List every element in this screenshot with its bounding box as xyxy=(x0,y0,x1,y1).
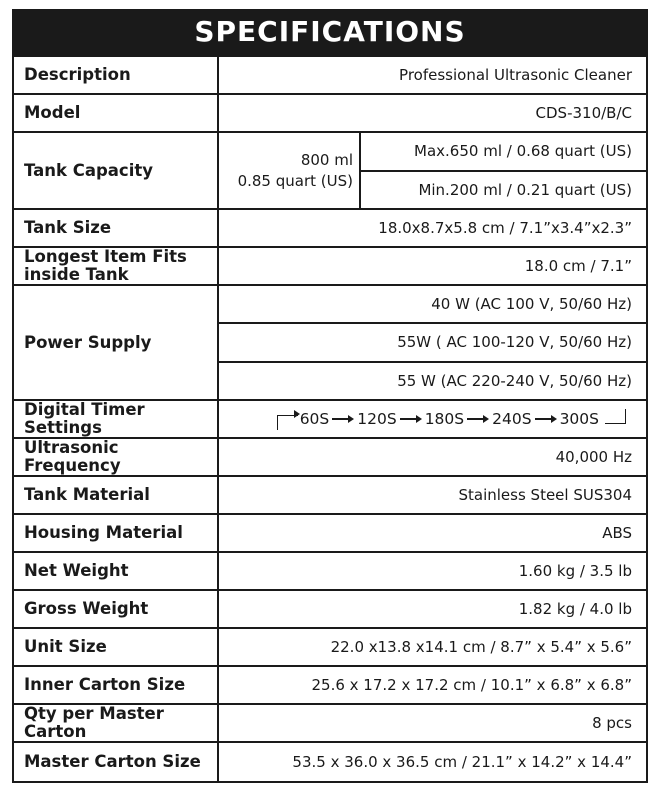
row-value: 18.0x8.7x5.8 cm / 7.1”x3.4”x2.3” xyxy=(378,219,632,237)
row-label: Housing Material xyxy=(14,515,219,551)
table-row xyxy=(14,629,646,667)
row-value: 53.5 x 36.0 x 36.5 cm / 21.1” x 14.2” x 14.4” xyxy=(292,753,632,771)
row-value: Stainless Steel SUS304 xyxy=(458,486,632,504)
row-label: Tank Material xyxy=(14,477,219,513)
timer-step: 120S xyxy=(357,410,397,428)
tank-capacity-max: Max.650 ml / 0.68 quart (US) xyxy=(361,133,646,172)
loop-end-line-icon xyxy=(605,409,626,424)
timer-sequence xyxy=(219,401,646,437)
tank-capacity-range xyxy=(361,133,646,208)
table-row xyxy=(14,401,646,439)
row-value: 1.82 kg / 4.0 lb xyxy=(518,600,632,618)
row-value: 40,000 Hz xyxy=(555,448,632,466)
power-supply-value: 55W ( AC 100-120 V, 50/60 Hz) xyxy=(219,324,646,362)
table-row xyxy=(14,133,646,210)
row-value: 1.60 kg / 3.5 lb xyxy=(518,562,632,580)
table-row xyxy=(14,57,646,95)
arrow-right-icon xyxy=(400,414,422,424)
row-value: 8 pcs xyxy=(592,714,632,732)
table-row xyxy=(14,210,646,248)
row-label: Model xyxy=(14,95,219,131)
timer-step: 240S xyxy=(492,410,532,428)
table-row xyxy=(14,439,646,477)
row-value: CDS-310/B/C xyxy=(535,104,632,122)
power-supply-value: 40 W (AC 100 V, 50/60 Hz) xyxy=(219,286,646,324)
row-value: Professional Ultrasonic Cleaner xyxy=(399,66,632,84)
row-label: Tank Size xyxy=(14,210,219,246)
row-label: Digital Timer Settings xyxy=(14,401,219,437)
tank-capacity-min: Min.200 ml / 0.21 quart (US) xyxy=(418,180,632,199)
row-label: Longest Item Fits inside Tank xyxy=(14,248,219,284)
row-label: Ultrasonic Frequency xyxy=(14,439,219,475)
row-label: Qty per Master Carton xyxy=(14,705,219,741)
table-row xyxy=(14,553,646,591)
table-row xyxy=(14,743,646,781)
table-row xyxy=(14,477,646,515)
timer-step: 60S xyxy=(299,410,330,428)
row-label: Inner Carton Size xyxy=(14,667,219,703)
timer-step: 180S xyxy=(424,410,465,428)
table-row xyxy=(14,591,646,629)
row-value: 18.0 cm / 7.1” xyxy=(524,257,632,275)
row-label: Power Supply xyxy=(14,286,219,399)
power-supply-value: 55 W (AC 220-240 V, 50/60 Hz) xyxy=(397,371,632,390)
arrow-right-icon xyxy=(332,414,354,424)
arrow-right-icon xyxy=(535,414,557,424)
tank-capacity-values xyxy=(219,133,646,208)
timer-step: 300S xyxy=(559,410,599,428)
power-supply-values xyxy=(219,286,646,399)
row-label: Description xyxy=(14,57,219,93)
table-row xyxy=(14,667,646,705)
row-label: Tank Capacity xyxy=(14,133,219,208)
table-row xyxy=(14,248,646,286)
tank-capacity-ml: 800 ml xyxy=(300,150,353,169)
table-row xyxy=(14,515,646,553)
page-title: SPECIFICATIONS xyxy=(12,9,648,55)
specifications-table xyxy=(12,55,648,783)
table-row xyxy=(14,95,646,133)
row-label: Gross Weight xyxy=(14,591,219,627)
tank-capacity-quart: 0.85 quart (US) xyxy=(237,171,353,190)
row-value: ABS xyxy=(602,524,632,542)
table-row xyxy=(14,286,646,401)
loop-start-arrow-icon xyxy=(277,415,298,430)
row-label: Master Carton Size xyxy=(14,743,219,781)
table-row xyxy=(14,705,646,743)
row-value: 25.6 x 17.2 x 17.2 cm / 10.1” x 6.8” x 6.8” xyxy=(311,676,632,694)
tank-capacity-main xyxy=(219,133,361,208)
row-value: 22.0 x13.8 x14.1 cm / 8.7” x 5.4” x 5.6” xyxy=(330,638,632,656)
row-label: Net Weight xyxy=(14,553,219,589)
row-label: Unit Size xyxy=(14,629,219,665)
arrow-right-icon xyxy=(467,414,489,424)
